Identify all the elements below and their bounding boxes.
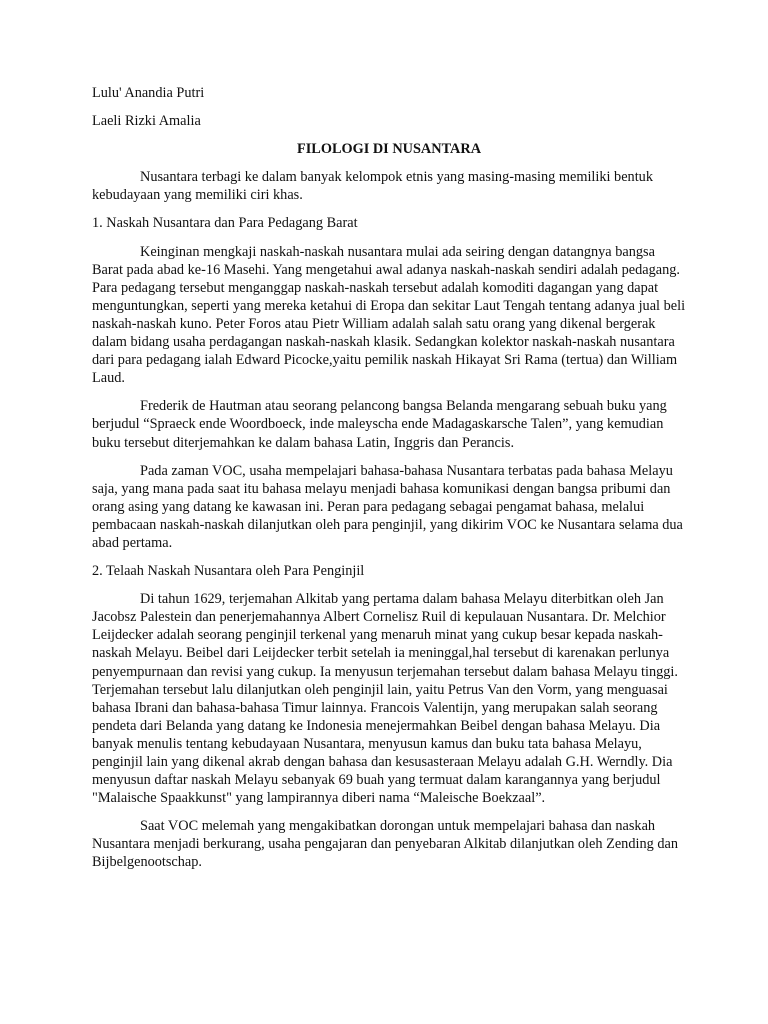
author-name: Lulu' Anandia Putri <box>92 85 205 101</box>
section-heading: 2. Telaah Naskah Nusantara oleh Para Penginjil <box>92 563 365 580</box>
body-paragraph: Frederik de Hautman atau seorang pelancong bangsa Belanda mengarang sebuah buku yang berjudul “Spraeck ende Woordboeck, inde maleyscha ende Madagaskarsche Talen”, yang kemudian buku tersebut diterjemahkan ke dalam bahasa Latin, Inggris dan Perancis. <box>92 398 667 451</box>
section-heading: 1. Naskah Nusantara dan Para Pedagang Barat <box>92 215 358 232</box>
document-title: FILOLOGI DI NUSANTARA <box>296 141 482 158</box>
document-body <box>92 84 686 882</box>
body-paragraph: Pada zaman VOC, usaha mempelajari bahasa-bahasa Nusantara terbatas pada bahasa Melayu saja, yang mana pada saat itu bahasa melayu menjadi bahasa komunikasi dengan bangsa pribumi dan orang asing yang datang ke kawasan ini. Peran para pedagang sebagai pengamat bahasa, melalui pembacaan naskah-naskah dilanjutkan oleh para penginjil, yang dikirim VOC ke Nusantara selama dua abad pertama. <box>92 462 683 551</box>
body-paragraph: Saat VOC melemah yang mengakibatkan dorongan untuk mempelajari bahasa dan naskah Nusantara menjadi berkurang, usaha pengajaran dan penyebaran Alkitab dilanjutkan oleh Zending dan Bijbelgenootschap. <box>92 818 678 871</box>
body-paragraph: Di tahun 1629, terjemahan Alkitab yang pertama dalam bahasa Melayu diterbitkan oleh Jan Jacobsz Palestein dan penerjemahannya Albert Cornelisz Ruil di kepulauan Nusantara. Dr. Melchior Leijdecker adalah seorang penginjil terkenal yang menaruh minat yang cukup besar kepada naskah-naskah Melayu. Beibel dari Leijdecker terbit setelah ia meninggal,hal tersebut di karenakan perlunya penyempurnaan dan revisi yang cukup. Ia menyusun terjemahan tersebut dalam bahasa Melayu tinggi. Terjemahan tersebut lalu dilanjutkan oleh penginjil lain, yaitu Petrus Van den Vorm, yang menguasai bahasa Ibrani dan bahasa-bahasa Timur lainnya. Francois Valentijn, yang merupakan salah seorang pendeta dari Belanda yang datang ke Indonesia menejermahkan Beibel dengan bahasa Melayu. Dia banyak menulis tentang kebudayaan Nusantara, menyusun kamus dan buku tata bahasa Melayu, penginjil lain yang dikenal akrab dengan bahasa dan kesusasteraan Melayu adalah G.H. Werndly. Dia menyusun daftar naskah Melayu sebanyak 69 buah yang termuat dalam karangannya yang berjudul "Malaische Spaakkunst" yang lampirannya diberi nama “Maleische Boekzaal”. <box>92 591 678 807</box>
author-name: Laeli Rizki Amalia <box>92 113 201 130</box>
intro-paragraph: Nusantara terbagi ke dalam banyak kelompok etnis yang masing-masing memiliki bentuk kebudayaan yang memiliki ciri khas. <box>92 169 653 204</box>
body-paragraph: Keinginan mengkaji naskah-naskah nusantara mulai ada seiring dengan datangnya bangsa Barat pada abad ke-16 Masehi. Yang mengetahui awal adanya naskah-naskah sendiri adalah pedagang. Para pedagang tersebut menganggap naskah-naskah tersebut adalah komoditi dagangan yang dapat menguntungkan, seperti yang mereka ketahui di Eropa dan sekitar Laut Tengah tentang adanya jual beli naskah-naskah kuno. Peter Foros atau Pietr William adalah salah satu orang yang dikenal bergerak dalam bidang usaha perdagangan naskah-naskah klasik. Sedangkan kolektor naskah-naskah nusantara dari para pedagang ialah Edward Picocke,yaitu pemilik naskah Hikayat Sri Rama (tertua) dan William Laud. <box>92 243 686 387</box>
